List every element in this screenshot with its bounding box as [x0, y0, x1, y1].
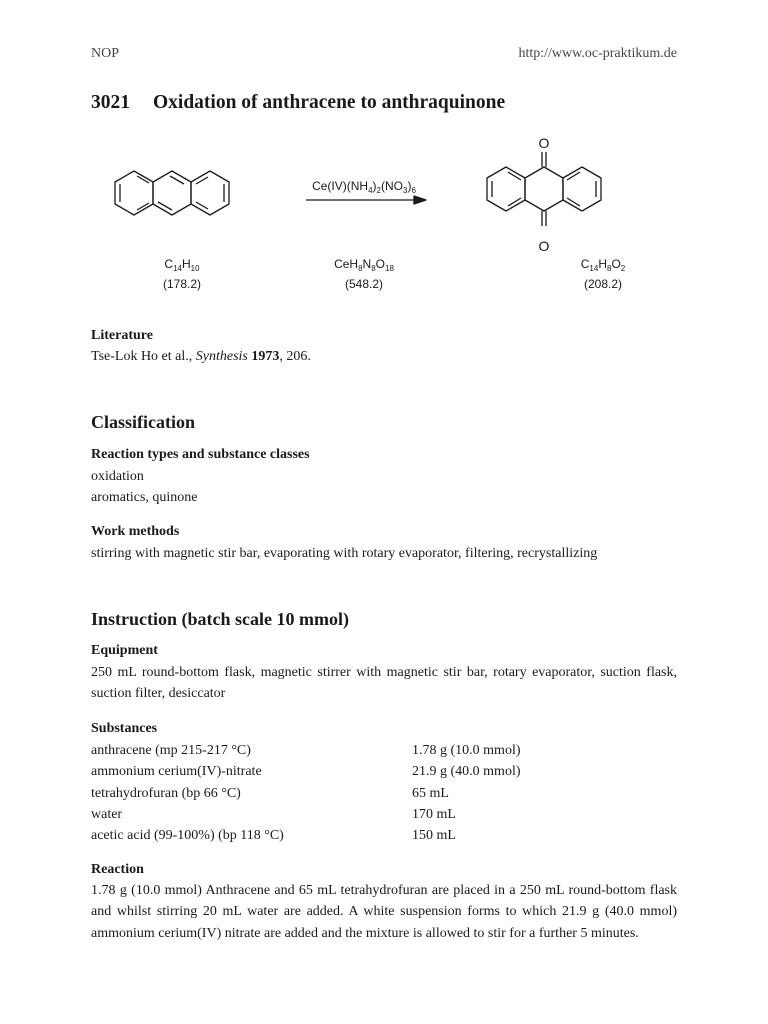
substance-name: tetrahydrofuran (bp 66 °C) — [91, 785, 241, 801]
substance-name: anthracene (mp 215-217 °C) — [91, 743, 251, 758]
header-left: NOP — [91, 46, 120, 61]
title-number: 3021 — [91, 92, 130, 113]
work-methods-text: stirring with magnetic stir bar, evaporating with rotary evaporator, filtering, recrystallizing — [91, 546, 598, 561]
anthraquinone-structure — [487, 152, 601, 226]
page-title — [91, 92, 505, 114]
reaction-type-1: oxidation — [91, 469, 144, 484]
literature-heading: Literature — [91, 328, 153, 343]
oxygen-top: O — [538, 135, 550, 151]
citation-year: 1973 — [251, 349, 280, 364]
anthracene-structure — [115, 171, 229, 215]
oxygen-bottom: O — [538, 238, 550, 254]
classification-heading: Classification — [91, 412, 196, 432]
substances-heading: Substances — [91, 721, 158, 736]
reagent-label: $Ce(IV)(NH_4)_2(NO_3)_6$ — [312, 179, 416, 195]
mass-anthracene: (178.2) — [162, 277, 202, 291]
substance-amount: 170 mL — [412, 806, 456, 822]
substances-amounts — [412, 740, 521, 846]
citation-journal: Synthesis — [195, 349, 248, 364]
literature-citation — [91, 346, 311, 367]
reaction-types-heading: Reaction types and substance classes — [91, 447, 310, 462]
mass-anthraquinone: (208.2) — [583, 277, 623, 291]
reaction-arrow — [306, 196, 426, 204]
formula-anthracene: $C_{14}H_{10}$ — [164, 257, 200, 273]
reaction-heading: Reaction — [91, 862, 144, 877]
equipment-text: 250 mL round-bottom flask, magnetic stirrer with magnetic stir bar, rotary evaporator, suction flask, suction filter, desiccator — [91, 665, 677, 702]
formula-anthraquinone: $C_{14}H_8O_2$ — [580, 257, 626, 273]
substance-amount: 1.78 g (10.0 mmol) — [412, 743, 521, 758]
substance-name: water — [91, 806, 123, 822]
citation-pages: , 206. — [279, 349, 311, 364]
substance-amount: 21.9 g (40.0 mmol) — [412, 764, 521, 780]
instruction-heading: Instruction (batch scale 10 mmol) — [91, 609, 349, 629]
substance-name: acetic acid (99-100%) (bp 118 °C) — [91, 828, 284, 844]
substance-amount: 150 mL — [412, 828, 456, 844]
work-methods-heading: Work methods — [91, 524, 180, 539]
title-text: Oxidation of anthracene to anthraquinone — [153, 92, 506, 113]
substances-names — [91, 740, 284, 846]
equipment-heading: Equipment — [91, 643, 158, 658]
header-url[interactable]: http://www.oc-praktikum.de — [518, 46, 677, 61]
substance-amount: 65 mL — [412, 785, 449, 801]
citation-authors: Tse-Lok Ho et al., — [91, 349, 196, 364]
reaction-type-2: aromatics, quinone — [91, 490, 198, 505]
reaction-scheme — [0, 130, 768, 300]
reaction-text: 1.78 g (10.0 mmol) Anthracene and 65 mL tetrahydrofuran are placed in a 250 mL round-bottom flask and whilst stirring 20 mL water are added. A white suspension forms to which 21.9 g (40.0 mmol) ammonium cerium(IV) nitrate are added and the mixture is allowed to stir for a further 5 minutes. — [91, 883, 677, 941]
substance-name: ammonium cerium(IV)-nitrate — [91, 764, 262, 780]
formula-cerium-reagent: $CeH_8N_8O_{18}$ — [334, 257, 394, 273]
mass-cerium-reagent: (548.2) — [344, 277, 384, 291]
